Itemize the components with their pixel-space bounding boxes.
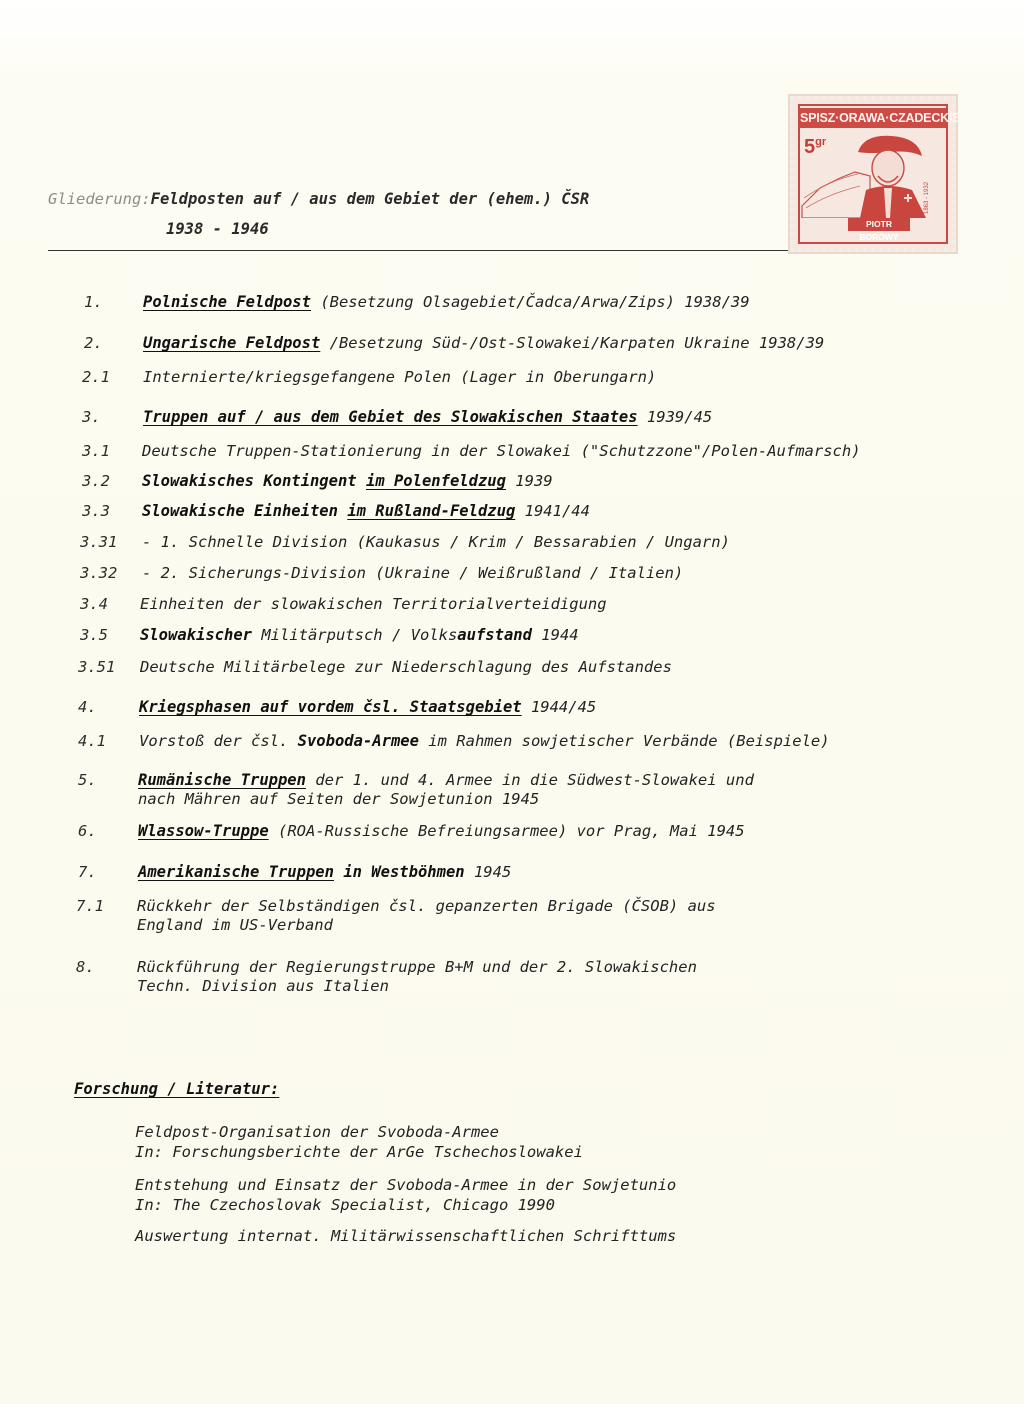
outline-item-text: [140, 626, 579, 645]
outline-item-segment: (ROA-Russische Befreiungsarmee) vor Prag, Mai 1945: [268, 822, 745, 840]
outline-item-number: 3.4: [80, 595, 108, 613]
outline-item-segment: /Besetzung Süd-/Ost-Slowakei/Karpaten Ukraine 1938/39: [320, 334, 825, 352]
outline-item-number: 3.2: [82, 472, 110, 490]
outline-item-number: 6.: [78, 822, 97, 840]
outline-title: Feldposten auf / aus dem Gebiet der (ehem.) ČSR: [150, 190, 590, 208]
outline-item-segment: 1939: [505, 472, 553, 490]
outline-item-segment: [338, 502, 347, 520]
outline-item-text: [138, 822, 745, 841]
outline-item-text: [143, 368, 656, 387]
outline-item-number: 3.: [82, 408, 101, 426]
stamp-name: PIOTR BOROWY: [848, 218, 910, 231]
outline-item-text: [142, 564, 683, 583]
outline-item-text: [137, 958, 697, 996]
outline-item-segment: 1939/45: [637, 408, 713, 426]
outline-item-heading: im Rußland-Feldzug: [347, 502, 516, 520]
outline-item-text: [143, 293, 750, 312]
outline-item-number: 3.31: [80, 533, 118, 551]
outline-prefix: Gliederung:: [48, 190, 151, 208]
outline-item-segment: (Besetzung Olsagebiet/Čadca/Arwa/Zips) 1938/39: [310, 293, 750, 311]
outline-item-text: [142, 502, 590, 521]
outline-item-number: 3.1: [82, 442, 110, 460]
stamp-title: SPISZ·ORAWA·CZADECKIE: [800, 108, 946, 128]
outline-item-text: [139, 698, 596, 717]
outline-item-segment: Slowakisches Kontingent: [142, 472, 357, 490]
outline-item-number: 5.: [78, 771, 97, 789]
stamp-years: 1863 - 1932: [924, 181, 930, 214]
outline-heading: [48, 190, 589, 208]
literature-entry-line1: Feldpost-Organisation der Svoboda-Armee: [135, 1123, 499, 1141]
literature-entry: [135, 1175, 676, 1215]
outline-item-number: 3.5: [80, 626, 108, 644]
outline-item-number: 4.: [78, 698, 97, 716]
outline-item-line2: nach Mähren auf Seiten der Sowjetunion 1945: [138, 790, 540, 808]
outline-item-segment: Militärputsch / Volks: [251, 626, 458, 644]
outline-item-line2: Techn. Division aus Italien: [137, 977, 389, 995]
stamp-value: [804, 136, 826, 159]
outline-item-heading: Polnische Feldpost: [143, 293, 311, 311]
outline-item-text: [137, 897, 716, 935]
outline-item-text: [139, 732, 830, 751]
outline-item-heading: Wlassow-Truppe: [138, 822, 269, 840]
literature-entry-line2: In: Forschungsberichte der ArGe Tschechoslowakei: [135, 1143, 583, 1161]
outline-item-number: 7.1: [76, 897, 104, 915]
outline-item-number: 3.3: [82, 502, 110, 520]
outline-item-segment: Vorstoß der čsl.: [139, 732, 298, 750]
outline-item-segment: Internierte/kriegsgefangene Polen (Lager in Oberungarn): [143, 368, 657, 386]
postage-stamp: [790, 96, 961, 252]
outline-item-line2: England im US-Verband: [137, 916, 333, 934]
outline-item-text: [138, 863, 511, 882]
outline-item-number: 3.32: [80, 564, 118, 582]
outline-item-text: [140, 595, 607, 614]
outline-item-heading: Kriegsphasen auf vordem čsl. Staatsgebiet: [139, 698, 522, 716]
outline-item-text: [143, 408, 712, 427]
outline-item-segment: 1945: [464, 863, 512, 881]
outline-item-text: [142, 442, 861, 461]
outline-item-heading: Ungarische Feldpost: [143, 334, 321, 352]
outline-item-segment: Deutsche Truppen-Stationierung in der Slowakei ("Schutzzone"/Polen-Aufmarsch): [142, 442, 861, 460]
outline-item-segment: - 2. Sicherungs-Division (Ukraine / Weißrußland / Italien): [142, 564, 684, 582]
outline-item-heading: im Polenfeldzug: [365, 472, 506, 490]
outline-item-text: [142, 533, 730, 552]
literature-entry: [135, 1122, 583, 1162]
literature-entry-line2: In: The Czechoslovak Specialist, Chicago 1990: [135, 1196, 555, 1214]
outline-item-number: 3.51: [78, 658, 116, 676]
outline-item-number: 1.: [84, 293, 103, 311]
outline-item-number: 4.1: [78, 732, 106, 750]
outline-item-number: 7.: [78, 863, 97, 881]
outline-item-number: 2.1: [82, 368, 110, 386]
outline-item-segment: der 1. und 4. Armee in die Südwest-Slowakei und: [305, 771, 754, 789]
outline-item-segment: Deutsche Militärbelege zur Niederschlagung des Aufstandes: [140, 658, 672, 676]
outline-item-segment: Rückkehr der Selbständigen čsl. gepanzerten Brigade (ČSOB) aus: [137, 897, 716, 915]
literature-entry: [135, 1226, 676, 1246]
outline-item-segment: - 1. Schnelle Division (Kaukasus / Krim / Bessarabien / Ungarn): [142, 533, 730, 551]
literature-entry-line1: Auswertung internat. Militärwissenschaftlichen Schrifttums: [135, 1227, 677, 1245]
outline-item-heading: Truppen auf / aus dem Gebiet des Slowakischen Staates: [143, 408, 638, 426]
outline-item-segment: in Westböhmen: [343, 863, 465, 881]
outline-item-segment: [357, 472, 366, 490]
literature-heading: Forschung / Literatur:: [74, 1080, 280, 1098]
outline-item-segment: Svoboda-Armee: [297, 732, 419, 750]
outline-item-segment: 1941/44: [515, 502, 590, 520]
outline-item-segment: Slowakische Einheiten: [142, 502, 338, 520]
outline-item-heading: Amerikanische Truppen: [138, 863, 334, 881]
outline-item-segment: im Rahmen sowjetischer Verbände (Beispiele): [418, 732, 830, 750]
outline-item-number: 2.: [84, 334, 103, 352]
outline-item-text: [142, 472, 553, 491]
stamp-value-number: 5: [804, 136, 816, 158]
outline-item-text: [138, 771, 754, 809]
outline-item-text: [140, 658, 672, 677]
stamp-value-unit: gr: [815, 136, 827, 148]
outline-item-segment: 1944/45: [521, 698, 597, 716]
outline-item-segment: 1944: [531, 626, 579, 644]
outline-item-segment: Einheiten der slowakischen Territorialverteidigung: [140, 595, 607, 613]
outline-item-segment: Rückführung der Regierungstruppe B+M und der 2. Slowakischen: [137, 958, 697, 976]
outline-item-segment: aufstand: [457, 626, 532, 644]
outline-item-text: [143, 334, 824, 353]
outline-item-heading: Rumänische Truppen: [138, 771, 306, 789]
outline-item-segment: [334, 863, 343, 881]
literature-entry-line1: Entstehung und Einsatz der Svoboda-Armee in der Sowjetunio: [135, 1176, 677, 1194]
outline-item-segment: Slowakischer: [140, 626, 252, 644]
outline-item-number: 8.: [76, 958, 95, 976]
outline-years: 1938 - 1946: [166, 220, 269, 238]
